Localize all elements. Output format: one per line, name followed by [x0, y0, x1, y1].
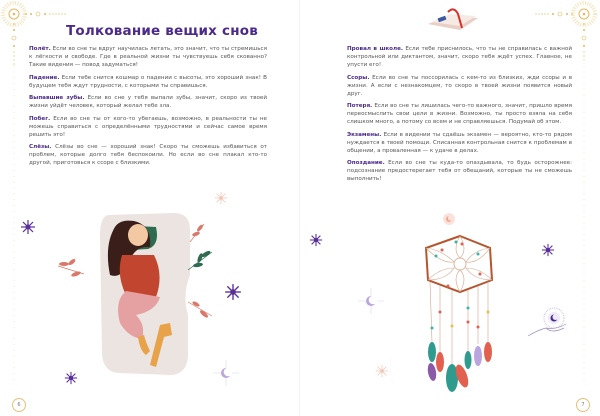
page-title: Толкование вещих снов	[66, 23, 258, 39]
coral-leaf-branch-icon	[56, 258, 86, 280]
pink-starburst-icon	[375, 364, 389, 378]
dream-entry-tears: Слёзы. Слёзы во сне — хороший знак! Скоро ты сможешь избавиться от проблем, которые долго тебя беспокоили. Но если во сне плакал кто-то другой, приготовься к ссоре с близкими.	[29, 144, 267, 166]
purple-starburst-icon	[541, 243, 555, 257]
dream-entry-quarrels: Ссоры. Если во сне ты поссорилась с кем-то из близких, жди ссоры и в жизни. А если с незнакомцем, то скоро в твоей жизни появится новый друг.	[347, 74, 572, 97]
moon-star-icon	[213, 360, 239, 386]
hand-holding-moon-icon	[526, 306, 572, 340]
dream-entry-teeth: Выпавшие зубы. Если во сне у тебя выпали зубы, значит, скоро из твоей жизни уйдёт человек, который желал тебе зла.	[29, 95, 267, 109]
page-number: 6	[12, 398, 26, 412]
coral-leaf-branch-icon	[186, 300, 214, 320]
moon-circle-icon	[442, 212, 456, 226]
vertical-dotted-border	[582, 60, 586, 380]
dream-entry-flight: Полёт. Если во сне ты вдруг научилась летать, это значит, что ты стремишься к лёгкости и свободе. Где в реальной жизни ты чувствуешь себя скованно? Такие видения — повод задуматься!	[29, 46, 267, 68]
purple-starburst-icon	[20, 219, 36, 235]
purple-starburst-icon	[224, 283, 242, 301]
purple-starburst-icon	[309, 233, 323, 247]
dream-entry-escape: Побег. Если во сне ты от кого-то убегаешь, возможно, в реальности ты не можешь справиться с определёнными трудностями и сейчас самое время решить это!	[29, 115, 267, 138]
right-text-column	[347, 45, 572, 188]
right-page	[300, 0, 600, 416]
moon-star-icon	[358, 288, 384, 314]
open-book-with-bookmark-icon	[426, 4, 482, 32]
pink-starburst-icon	[214, 191, 228, 205]
dream-entry-loss: Потеря. Если во сне ты лишилась чего-то важного, значит, пришло время переосмыслить свои цели в жизни. Возможно, ты просто взяла на себя слишком много, а потому со всем и не справляешься. Подумай об этом.	[347, 103, 572, 125]
dream-entry-falling: Падение. Если тебе снится кошмар о падении с высоты, это хороший знак! В будущем тебя ждут трудности, с которыми ты справишься.	[29, 74, 267, 89]
coral-leaf-branch-icon	[188, 222, 208, 244]
dreamcatcher-illustration	[422, 232, 498, 392]
page-number: 7	[576, 398, 590, 412]
left-text-column	[29, 45, 267, 172]
vertical-dotted-border	[12, 60, 16, 380]
dream-entry-exams: Экзамены. Если в видении ты сдаёшь экзамен — вероятно, кто-то рядом нуждается в твоей помощи. Списанная контрольная снится к проблемам в общении, а проваленная — к удаче в делах.	[347, 131, 572, 154]
dream-entry-school-failure: Провал в школе. Если тебе приснилось, что ты не справилась с важной контрольной или диктантом, значит, скоро тебя ждёт успех. Главное, не упусти его!	[347, 46, 572, 68]
dream-entry-lateness: Опоздание. Если во сне ты куда-то опаздывала, то будь осторожнее: подсознание предостерегает тебя от обещаний, которые ты не сможешь выполнить!	[347, 160, 572, 182]
purple-starburst-icon	[64, 371, 78, 385]
green-leaf-branch-icon	[186, 248, 214, 272]
